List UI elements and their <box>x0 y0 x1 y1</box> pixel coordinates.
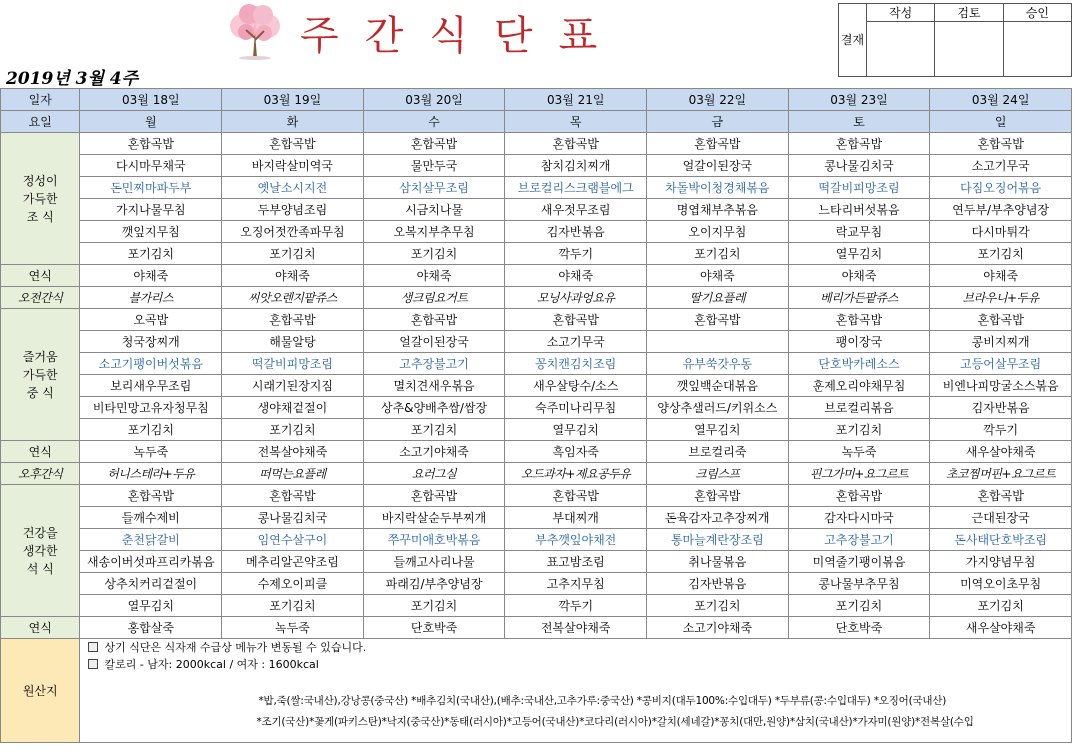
menu-item: 열무김치 <box>647 419 789 441</box>
lunch_porridge-row <box>1 441 1072 463</box>
date-cell: 03월 23일 <box>788 89 930 111</box>
approval-col-approve: 승인 <box>1003 4 1071 22</box>
menu-item: 콩비지찌개 <box>930 331 1072 353</box>
breakfast-row <box>1 155 1072 177</box>
menu-item: 열무김치 <box>80 595 222 617</box>
menu-item: 김자반볶음 <box>930 397 1072 419</box>
lunch-row <box>1 353 1072 375</box>
dinner-label-line: 건강을 <box>22 525 58 540</box>
menu-item: 비엔나피망굴소스볶음 <box>930 375 1072 397</box>
menu-item: 고등어살무조림 <box>930 353 1072 375</box>
breakfast-row <box>1 199 1072 221</box>
snack-item: 딸기요플레 <box>647 287 789 309</box>
menu-item: 혼합곡밥 <box>222 485 364 507</box>
porridge-item: 전복살야채죽 <box>505 617 647 639</box>
porridge-item: 녹두죽 <box>222 617 364 639</box>
dinner-label <box>1 485 80 617</box>
menu-item: 혼합곡밥 <box>647 485 789 507</box>
porridge-item: 야채죽 <box>505 265 647 287</box>
origin-note-text: 칼로리 - 남자: 2000kcal / 여자 : 1600kcal <box>104 658 319 671</box>
breakfast-row <box>1 221 1072 243</box>
menu-item: 깍두기 <box>505 243 647 265</box>
date-row <box>1 89 1072 111</box>
menu-item: 표고밤조림 <box>505 551 647 573</box>
dinner-row <box>1 573 1072 595</box>
menu-item: 콩나물부추무침 <box>788 573 930 595</box>
menu-item: 돈사태단호박조림 <box>930 529 1072 551</box>
menu-item: 깍두기 <box>505 595 647 617</box>
snack-item: 오드과자+제요공두유 <box>505 463 647 485</box>
menu-item: 취나물볶음 <box>647 551 789 573</box>
menu-item: 콩나물김치국 <box>222 507 364 529</box>
menu-item: 물만두국 <box>363 155 505 177</box>
signature-box-write[interactable] <box>867 22 935 77</box>
menu-item: 통마늘계란장조림 <box>647 529 789 551</box>
menu-item: 소고기팽이버섯볶음 <box>80 353 222 375</box>
origin-content <box>80 639 1072 743</box>
blossom-tree-icon <box>222 2 288 60</box>
menu-item: 혼합곡밥 <box>930 309 1072 331</box>
snack-item: 브라우니+두유 <box>930 287 1072 309</box>
porridge-item: 소고기야채죽 <box>647 617 789 639</box>
menu-item: 김자반볶음 <box>647 573 789 595</box>
date-cell: 03월 21일 <box>505 89 647 111</box>
menu-item: 포기김치 <box>930 243 1072 265</box>
porridge-item: 야채죽 <box>930 265 1072 287</box>
menu-item: 미역줄기팽이볶음 <box>788 551 930 573</box>
snack-item: 초코찜머핀+요그르트 <box>930 463 1072 485</box>
porridge-item: 단호박죽 <box>363 617 505 639</box>
porridge-label: 연식 <box>1 617 80 639</box>
porridge-label: 연식 <box>1 265 80 287</box>
weekday-cell: 금 <box>647 111 789 133</box>
am_snack-row <box>1 287 1072 309</box>
menu-item: 들깨고사리나물 <box>363 551 505 573</box>
porridge-item: 야채죽 <box>788 265 930 287</box>
lunch-label-line: 중 식 <box>26 385 54 400</box>
snack-item: 요러그실 <box>363 463 505 485</box>
weekday-row <box>1 111 1072 133</box>
menu-item: 열무김치 <box>788 243 930 265</box>
menu-item: 쭈꾸미애호박볶음 <box>363 529 505 551</box>
checkbox-icon <box>88 642 98 652</box>
menu-item: 훈제오리야채무침 <box>788 375 930 397</box>
menu-item: 떡갈비피망조림 <box>788 177 930 199</box>
menu-item: 락교무침 <box>788 221 930 243</box>
weekday-cell: 수 <box>363 111 505 133</box>
approval-col-review: 검토 <box>935 4 1003 22</box>
menu-item: 혼합곡밥 <box>930 485 1072 507</box>
menu-item: 시금치나물 <box>363 199 505 221</box>
menu-item: 열무김치 <box>505 419 647 441</box>
menu-item: 임연수살구이 <box>222 529 364 551</box>
menu-item: 혼합곡밥 <box>647 133 789 155</box>
signature-box-approve[interactable] <box>1003 22 1071 77</box>
lunch-row <box>1 397 1072 419</box>
porridge-item: 야채죽 <box>222 265 364 287</box>
page-title: 주간식단표 <box>300 13 624 59</box>
menu-item: 해물알탕 <box>222 331 364 353</box>
menu-item: 오복지부추무침 <box>363 221 505 243</box>
menu-item: 포기김치 <box>647 595 789 617</box>
snack-item: 크림스프 <box>647 463 789 485</box>
menu-item: 혼합곡밥 <box>788 309 930 331</box>
menu-item: 부추깻잎야채전 <box>505 529 647 551</box>
menu-item: 얼갈이된장국 <box>647 155 789 177</box>
weekday-cell: 목 <box>505 111 647 133</box>
menu-item: 시래기된장지짐 <box>222 375 364 397</box>
breakfast-row <box>1 243 1072 265</box>
menu-item: 두부양념조림 <box>222 199 364 221</box>
menu-item: 혼합곡밥 <box>363 485 505 507</box>
menu-item: 생야채겉절이 <box>222 397 364 419</box>
origin-note-text: 상기 식단은 식자재 수급상 메뉴가 변동될 수 있습니다. <box>104 641 367 654</box>
menu-item: 다짐오징어볶음 <box>930 177 1072 199</box>
menu-item: 혼합곡밥 <box>80 485 222 507</box>
porridge-item: 녹두죽 <box>788 441 930 463</box>
menu-item: 청국장찌개 <box>80 331 222 353</box>
menu-item: 춘천닭갈비 <box>80 529 222 551</box>
menu-item: 연두부/부추양념장 <box>930 199 1072 221</box>
menu-item: 깍두기 <box>930 419 1072 441</box>
menu-item: 다시마무채국 <box>80 155 222 177</box>
menu-item: 메추리알곤약조림 <box>222 551 364 573</box>
menu-item: 포기김치 <box>363 419 505 441</box>
week-label: 2019년 3월 4주 <box>6 69 139 89</box>
checkbox-icon <box>88 659 98 669</box>
menu-item: 근대된장국 <box>930 507 1072 529</box>
menu-item: 오곡밥 <box>80 309 222 331</box>
menu-item: 명엽채부추볶음 <box>647 199 789 221</box>
date-cell: 03월 24일 <box>930 89 1072 111</box>
menu-item: 떡갈비피망조림 <box>222 353 364 375</box>
menu-item <box>647 331 789 353</box>
menu-item: 비타민망고유자청무침 <box>80 397 222 419</box>
menu-item: 부대찌개 <box>505 507 647 529</box>
menu-item: 차돌박이청경채볶음 <box>647 177 789 199</box>
menu-item: 포기김치 <box>930 595 1072 617</box>
menu-item: 옛날소시지전 <box>222 177 364 199</box>
dinner_porridge-row <box>1 617 1072 639</box>
approval-col-write: 작성 <box>867 4 935 22</box>
snack-item: 블가리스 <box>80 287 222 309</box>
porridge-item: 녹두죽 <box>80 441 222 463</box>
origin-row <box>1 639 1072 743</box>
origin-source-line: *밥,죽(쌀:국내산),강낭콩(중국산) *배추김치(국내산),(배추:국내산,고추가루:중국산) *콩비지(대두100%:수입대두) *두부류(콩:수입대두) *오징어(국내산) <box>258 695 947 707</box>
approval-box <box>838 3 1072 77</box>
weekday-cell: 토 <box>788 111 930 133</box>
weekday-label: 요일 <box>1 111 80 133</box>
menu-item: 삼치살무조림 <box>363 177 505 199</box>
menu-item: 고추장불고기 <box>788 529 930 551</box>
menu-item: 상추치커리겉절이 <box>80 573 222 595</box>
menu-item: 숙주미나리무침 <box>505 397 647 419</box>
lunch-label <box>1 309 80 441</box>
menu-item: 콩나물김치국 <box>788 155 930 177</box>
menu-item: 유부쑥갓우동 <box>647 353 789 375</box>
menu-item: 포기김치 <box>647 243 789 265</box>
porridge-item: 브로컬리죽 <box>647 441 789 463</box>
menu-item: 새우젓무조림 <box>505 199 647 221</box>
menu-item: 깻잎지무침 <box>80 221 222 243</box>
lunch-row <box>1 419 1072 441</box>
snack-item: 핀그가미+요그르트 <box>788 463 930 485</box>
origin-spacer <box>82 673 1069 691</box>
porridge-item: 소고기야채죽 <box>363 441 505 463</box>
date-cell: 03월 20일 <box>363 89 505 111</box>
lunch-row <box>1 331 1072 353</box>
dinner-label-line: 석 식 <box>26 561 54 576</box>
breakfast-label-line: 정성이 <box>22 173 58 188</box>
snack-item: 허니스테라+두유 <box>80 463 222 485</box>
menu-item: 혼합곡밥 <box>363 309 505 331</box>
breakfast-row <box>1 177 1072 199</box>
weekday-cell: 화 <box>222 111 364 133</box>
date-label: 일자 <box>1 89 80 111</box>
origin-label: 원산지 <box>1 639 80 743</box>
menu-item: 꽁치캔김치조림 <box>505 353 647 375</box>
porridge-item: 야채죽 <box>80 265 222 287</box>
menu-item: 보리새우무조림 <box>80 375 222 397</box>
menu-item: 소고기무국 <box>930 155 1072 177</box>
weekly-menu-table <box>0 88 1072 743</box>
origin-note <box>82 639 1069 656</box>
menu-item: 새우살탕수/소스 <box>505 375 647 397</box>
menu-item: 혼합곡밥 <box>505 309 647 331</box>
origin-source-line: *조기(국산)*꽃게(파키스탄)*낙지(중국산)*동태(러시아)*고등어(국내산)*코다리(러시아)*갈치(세네갈)*꽁치(대만,원양)*삼치(국내산)*가자미(원양)*전복살(수입 <box>256 716 974 728</box>
menu-item: 브로컬리스크램블에그 <box>505 177 647 199</box>
porridge-label: 연식 <box>1 441 80 463</box>
menu-item: 혼합곡밥 <box>505 133 647 155</box>
porridge-item: 홍합살죽 <box>80 617 222 639</box>
dinner-row <box>1 507 1072 529</box>
porridge-item: 단호박죽 <box>788 617 930 639</box>
menu-item: 다시마튀각 <box>930 221 1072 243</box>
dinner-row <box>1 485 1072 507</box>
breakfast-label-line: 가득한 <box>22 191 58 206</box>
menu-item: 포기김치 <box>222 243 364 265</box>
dinner-row <box>1 529 1072 551</box>
menu-item: 오징어젓깐족파무침 <box>222 221 364 243</box>
menu-item: 김자반볶음 <box>505 221 647 243</box>
date-cell: 03월 22일 <box>647 89 789 111</box>
porridge-item: 흑임자죽 <box>505 441 647 463</box>
menu-item: 가지양념무침 <box>930 551 1072 573</box>
menu-item: 혼합곡밥 <box>930 133 1072 155</box>
menu-item: 혼합곡밥 <box>363 133 505 155</box>
menu-item: 미역오이초무침 <box>930 573 1072 595</box>
snack-item: 씨앗오렌지팥쥬스 <box>222 287 364 309</box>
porridge-item: 야채죽 <box>363 265 505 287</box>
menu-item: 새송이버섯파프리카볶음 <box>80 551 222 573</box>
menu-item: 가지나물무침 <box>80 199 222 221</box>
menu-item: 혼합곡밥 <box>788 485 930 507</box>
porridge-item: 새우살야채죽 <box>930 617 1072 639</box>
menu-item: 포기김치 <box>80 243 222 265</box>
porridge-item: 새우살야채죽 <box>930 441 1072 463</box>
menu-item: 단호박카레소스 <box>788 353 930 375</box>
snack-item: 생크림요거트 <box>363 287 505 309</box>
menu-item: 포기김치 <box>80 419 222 441</box>
origin-note <box>82 656 1069 673</box>
menu-item: 파래김/부추양념장 <box>363 573 505 595</box>
menu-item: 혼합곡밥 <box>80 133 222 155</box>
dinner-row <box>1 551 1072 573</box>
menu-item: 브로컬리볶음 <box>788 397 930 419</box>
weekday-cell: 월 <box>80 111 222 133</box>
menu-item: 포기김치 <box>788 419 930 441</box>
menu-item: 혼합곡밥 <box>222 309 364 331</box>
am_snack-label: 오전간식 <box>1 287 80 309</box>
menu-item: 포기김치 <box>222 595 364 617</box>
lunch-row <box>1 309 1072 331</box>
menu-item: 깻잎백순대볶음 <box>647 375 789 397</box>
menu-item: 느타리버섯볶음 <box>788 199 930 221</box>
menu-item: 멸치견새우볶음 <box>363 375 505 397</box>
menu-item: 수제오이피클 <box>222 573 364 595</box>
signature-box-review[interactable] <box>935 22 1003 77</box>
approval-side-label: 결재 <box>839 4 867 77</box>
lunch-label-line: 즐거움 <box>22 349 58 364</box>
menu-item: 포기김치 <box>788 595 930 617</box>
pm_snack-label: 오후간식 <box>1 463 80 485</box>
lunch-label-line: 가득한 <box>22 367 58 382</box>
menu-item: 오이지무침 <box>647 221 789 243</box>
menu-item: 혼합곡밥 <box>647 309 789 331</box>
menu-item: 참치김치찌개 <box>505 155 647 177</box>
date-cell: 03월 18일 <box>80 89 222 111</box>
snack-item: 떠먹는요플레 <box>222 463 364 485</box>
menu-item: 포기김치 <box>222 419 364 441</box>
menu-item: 고추지무침 <box>505 573 647 595</box>
porridge-item: 전복살야채죽 <box>222 441 364 463</box>
dinner-label-line: 생각한 <box>22 543 58 558</box>
dinner-row <box>1 595 1072 617</box>
menu-item: 소고기무국 <box>505 331 647 353</box>
menu-item: 고추장불고기 <box>363 353 505 375</box>
menu-item: 팽이장국 <box>788 331 930 353</box>
breakfast-label <box>1 133 80 265</box>
breakfast-row <box>1 133 1072 155</box>
breakfast_porridge-row <box>1 265 1072 287</box>
menu-item: 들깨수제비 <box>80 507 222 529</box>
lunch-row <box>1 375 1072 397</box>
menu-item: 돈육감자고추장찌개 <box>647 507 789 529</box>
menu-item: 감자다시마국 <box>788 507 930 529</box>
title-area <box>0 0 838 90</box>
weekday-cell: 일 <box>930 111 1072 133</box>
menu-item: 바지락살미역국 <box>222 155 364 177</box>
menu-item: 포기김치 <box>363 595 505 617</box>
menu-item: 양상추샐러드/키위소스 <box>647 397 789 419</box>
porridge-item: 야채죽 <box>647 265 789 287</box>
menu-item: 혼합곡밥 <box>505 485 647 507</box>
menu-item: 포기김치 <box>363 243 505 265</box>
pm_snack-row <box>1 463 1072 485</box>
menu-item: 돈민찌마파두부 <box>80 177 222 199</box>
snack-item: 모닝사과엉요유 <box>505 287 647 309</box>
menu-item: 바지락살순두부찌개 <box>363 507 505 529</box>
snack-item: 베리가든팥쥬스 <box>788 287 930 309</box>
menu-item: 얼갈이된장국 <box>363 331 505 353</box>
menu-item: 상추&양배추쌈/쌈장 <box>363 397 505 419</box>
menu-item: 혼합곡밥 <box>222 133 364 155</box>
breakfast-label-line: 조 식 <box>26 209 54 224</box>
date-cell: 03월 19일 <box>222 89 364 111</box>
menu-item: 혼합곡밥 <box>788 133 930 155</box>
